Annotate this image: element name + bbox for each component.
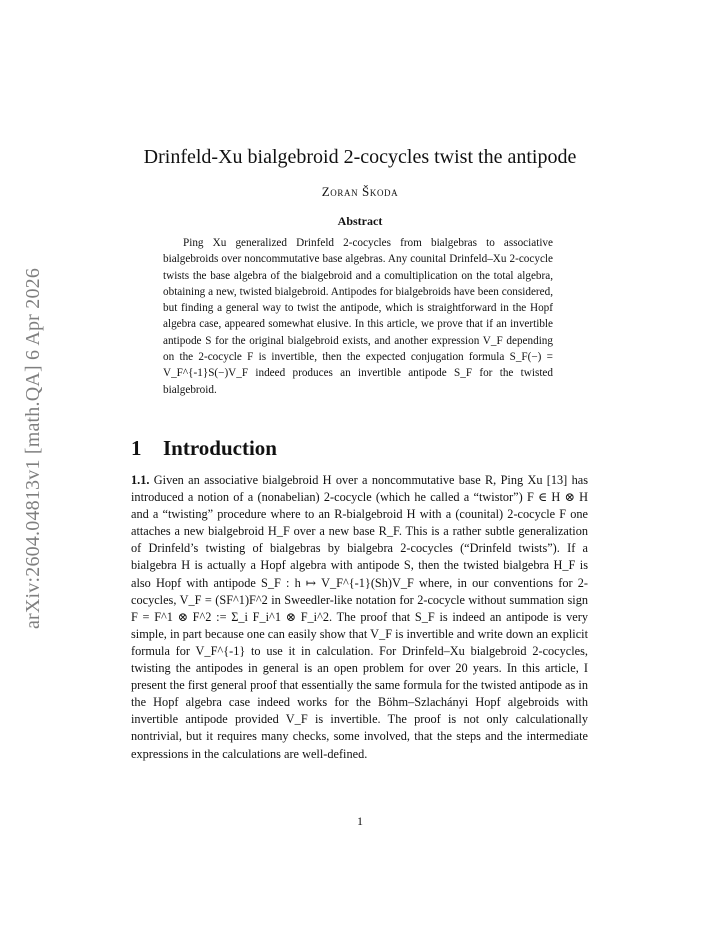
paper-author: Zoran Škoda	[321, 184, 399, 199]
section-title: Introduction	[163, 436, 277, 460]
paragraph-text: Given an associative bialgebroid H over a noncommutative base R, Ping Xu [13] has introduced a notion of a (nonabelian) 2-cocycle (which he called a “twistor”) F ∈ H ⊗ H and a “twisting” procedure where to an R-bialgebroid H with a (counital) 2-cocycle F one attaches a new bialgebroid H_F over a new base R_F. This is a rather subtle generalization of Drinfeld’s twisting of bialgebras by bialgebra 2-cocycles (“Drinfeld twists”). If a bialgebra H is actually a Hopf algebra with antipode S, then the twisted bialgebra H_F is also Hopf with antipode S_F : h ↦ V_F^{-1}(Sh)V_F where, in our conventions for 2-cocycles, V_F = (SF^1)F^2 in Sweedler-like notation for 2-cocycle without summation sign F = F^1 ⊗ F^2 := Σ_i F_i^1 ⊗ F_i^2. The proof that S_F is indeed an antipode is very simple, in part because one can easily show that V_F is invertible and write down an explicit formula for V_F^{-1} to use it in calculation. For Drinfeld–Xu bialgebroid 2-cocycles, twisting the antipodes in general is an open problem for over 20 years. In this article, I present the first general proof that essentially the same formula for the twisted antipode as in the Hopf algebra case indeed works for the Böhm–Szlachányi Hopf algebroids with invertible antipode provided V_F is invertible. The proof is not only calculationally nontrivial, but it requires many checks, some involved, that the steps and the intermediate expressions in the calculations are well-defined.	[131, 473, 588, 761]
section-heading	[131, 435, 277, 461]
intro-paragraph	[131, 472, 588, 763]
abstract-heading: Abstract	[337, 214, 383, 228]
paper-title: Drinfeld-Xu bialgebroid 2-cocycles twist the antipode	[143, 146, 577, 168]
paragraph-number: 1.1.	[131, 473, 150, 487]
section-number: 1	[131, 436, 142, 460]
page-number: 1	[357, 814, 363, 828]
arxiv-identifier-stamp	[14, 248, 54, 648]
abstract-text: Ping Xu generalized Drinfeld 2-cocycles from bialgebras to associative bialgebroids over noncommutative base algebras. Any counital Drinfeld–Xu 2-cocycle twists the base algebra of the bialgebroid and a comultiplication on the total algebra, obtaining a new, twisted bialgebroid. Antipodes for bialgebroids have been considered, but finding a general way to twist the antipode, which is straightforward in the Hopf algebra case, appeared somewhat elusive. In this article, we prove that if an invertible antipode S for the original bialgebroid exists, and another expression V_F depending on the 2-cocycle F is invertible, then the expected conjugation formula S_F(−) = V_F^{-1}S(−)V_F indeed produces an invertible antipode S_F for the twisted bialgebroid.	[163, 237, 553, 396]
arxiv-identifier-text: arXiv:2604.04813v1 [math.QA] 6 Apr 2026	[22, 267, 45, 629]
